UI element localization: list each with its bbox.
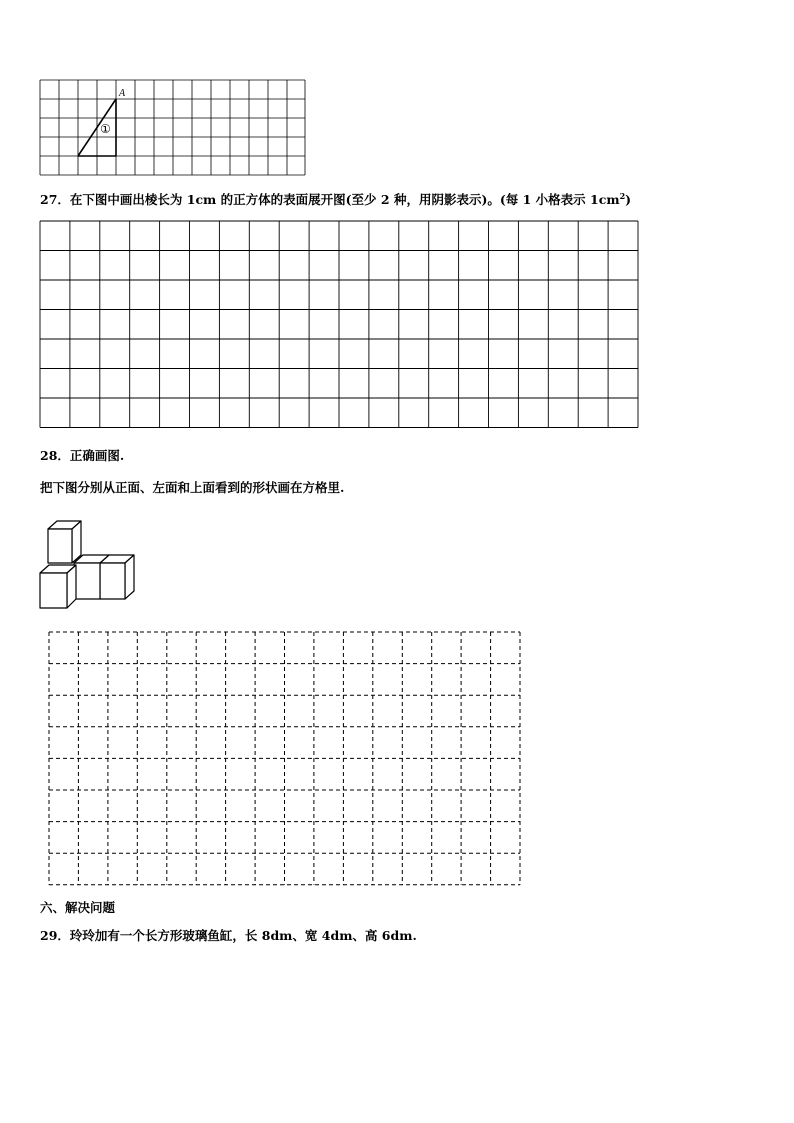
question-29-text: 29．玲玲加有一个长方形玻璃鱼缸，长 8dm、宽 4dm、高 6dm. <box>40 928 417 943</box>
question-27-close: ) <box>625 192 632 208</box>
shape-number-label: ① <box>100 122 111 136</box>
question-27-body: 27．在下图中画出棱长为 1cm 的正方体的表面展开图(至少 2 种，用阴影表示)。(每 1 小格表示 1cm <box>40 192 620 208</box>
question-27-text <box>40 188 631 208</box>
section-6-heading: 六、解决问题 <box>40 900 116 915</box>
question-28-instruction: 把下图分别从正面、左面和上面看到的形状画在方格里. <box>40 480 345 495</box>
small-grid-lines <box>40 80 305 175</box>
grid-figure-parallelogram <box>40 78 310 178</box>
point-a-label: A <box>119 88 126 99</box>
answer-grid-solid[interactable] <box>40 221 640 431</box>
question-28-heading: 28．正确画图. <box>40 448 125 463</box>
answer-grid-dashed[interactable] <box>49 632 529 892</box>
question-27-superscript: 2 <box>619 191 626 201</box>
cube-stack-figure <box>38 518 148 618</box>
